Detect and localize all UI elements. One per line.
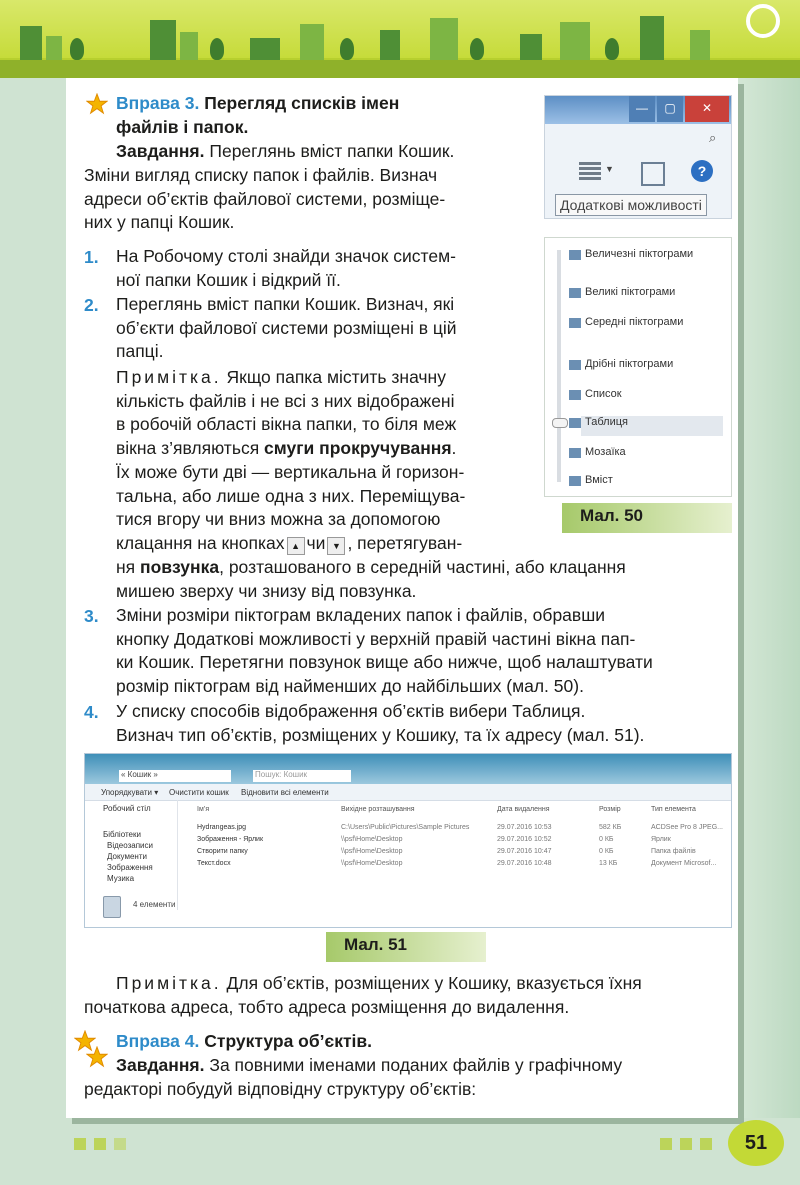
step-number: 3. — [84, 606, 99, 626]
content-icon — [569, 476, 581, 486]
large-icons-icon — [569, 288, 581, 298]
tooltip-more-options: Додаткові можливості — [555, 194, 707, 216]
column-header-size[interactable]: Розмір — [599, 806, 621, 813]
top-decoration-band — [0, 0, 800, 78]
close-icon[interactable]: ✕ — [685, 96, 729, 122]
star-icon — [86, 1046, 108, 1068]
menu-item-list[interactable]: Список — [585, 388, 622, 400]
star-icon — [86, 93, 108, 115]
note2-continuation: початкова адреса, тобто адреса розміщення до видалення. — [84, 997, 570, 1017]
search-input[interactable]: Пошук: Кошик — [253, 770, 351, 782]
medium-icons-icon — [569, 318, 581, 328]
preview-pane-icon[interactable] — [641, 162, 665, 186]
decor-square — [700, 1138, 712, 1150]
exercise3-task-rest: Зміни вигляд списку папок і файлів. Визнач адреси об’єктів файлової системи, розміще- них у папці Кошик. — [84, 165, 446, 233]
sidebar-item-music[interactable]: Музика — [107, 874, 135, 883]
menu-item-tiles[interactable]: Мозаїка — [585, 446, 626, 458]
magnifier-icon — [746, 4, 780, 38]
recycle-bin-icon — [103, 896, 121, 918]
size-slider-thumb[interactable] — [552, 418, 568, 428]
step-3-text: Зміни розміри піктограм вкладених папок і файлів, обравши кнопку Додаткові можливості у верхній правій частині вікна пап- ки Кошик. Перетягни повзунок вище або нижче, щоб налаштувати розмір піктограм від найменших до найбільших (мал. 50). — [116, 605, 653, 697]
table-row[interactable]: Hydrangeas.jpg C:\Users\Public\Pictures\Sample Pictures 29.07.2016 10:53 582 КБ ACDSee Pro 8 JPEG... — [197, 824, 723, 831]
empty-bin-button[interactable]: Очистити кошик — [169, 788, 229, 797]
note1-continuation: ня повзунка, розташованого в середній частині, або клацання мишею зверху чи знизу від повзунка. — [116, 557, 626, 601]
decor-square — [94, 1138, 106, 1150]
exercise4-task-rest: редакторі побудуй відповідну структуру об’єктів: — [84, 1079, 477, 1099]
step-1-text: На Робочому столі знайди значок систем- ної папки Кошик і відкрий її. — [116, 246, 456, 290]
organize-button[interactable]: Упорядкувати ▾ — [101, 788, 159, 797]
exercise3-heading: Вправа 3. Перегляд списків імен файлів і папок. — [116, 93, 400, 137]
decor-square — [660, 1138, 672, 1150]
menu-item-content[interactable]: Вміст — [585, 474, 613, 486]
table-row[interactable]: Зображення - Ярлик \\psf\Home\Desktop 29.07.2016 10:52 0 КБ Ярлик — [197, 836, 671, 843]
chevron-down-icon[interactable]: ▼ — [605, 164, 614, 174]
address-bar[interactable]: « Кошик » — [119, 770, 231, 782]
small-icons-icon — [569, 360, 581, 370]
step-2-text: Переглянь вміст папки Кошик. Визнач, які об’єкти файлової системи розміщені в цій папці. — [116, 294, 457, 362]
scroll-down-button-icon: ▼ — [327, 537, 345, 555]
step-number: 4. — [84, 702, 99, 722]
note1-block: Примітка. Якщо папка містить значну кількість файлів і не всі з них відображені в робочій області вікна папки, то біля меж вікна з’являються смуги прокручування. Їх може бути дві — вертикальна й горизон- тальна, або лише одна з них. Переміщува- тися вгору чи вниз можна за допомогою клацання на кнопках ▲ чи ▼ , перетягуван- — [116, 367, 466, 553]
fig50-window-toolbar — [544, 95, 732, 219]
maximize-icon[interactable]: ▢ — [657, 96, 683, 122]
sidebar-item-documents[interactable]: Документи — [107, 852, 147, 861]
column-header-name[interactable]: Ім’я — [197, 806, 210, 813]
fig50-caption: Мал. 50 — [562, 503, 732, 533]
scroll-up-button-icon: ▲ — [287, 537, 305, 555]
status-text: 4 елементи — [133, 900, 176, 909]
column-header-type[interactable]: Тип елемента — [651, 806, 696, 813]
column-header-date[interactable]: Дата видалення — [497, 806, 550, 813]
sidebar-item-pictures[interactable]: Зображення — [107, 863, 153, 872]
fig51-caption: Мал. 51 — [326, 932, 486, 962]
table-row[interactable]: Текст.docx \\psf\Home\Desktop 29.07.2016 10:48 13 КБ Документ Microsof... — [197, 860, 717, 867]
decor-square — [680, 1138, 692, 1150]
search-icon[interactable]: ⌕ — [709, 130, 717, 145]
step-number: 2. — [84, 295, 99, 315]
minimize-icon[interactable]: — — [629, 96, 655, 122]
left-margin — [0, 78, 64, 1118]
sidebar-item-desktop[interactable]: Робочий стіл — [103, 804, 151, 813]
size-slider-track[interactable] — [557, 250, 561, 482]
menu-item-medium-icons[interactable]: Середні піктограми — [585, 316, 683, 328]
fig50-view-menu — [544, 237, 732, 497]
table-row[interactable]: Створити папку \\psf\Home\Desktop 29.07.2016 10:47 0 КБ Папка файлів — [197, 848, 696, 855]
list-icon — [569, 390, 581, 400]
help-icon[interactable]: ? — [691, 160, 713, 182]
extra-large-icons-icon — [569, 250, 581, 260]
details-icon — [569, 418, 581, 428]
menu-item-small-icons[interactable]: Дрібні піктограми — [585, 358, 673, 370]
tiles-icon — [569, 448, 581, 458]
decor-square — [74, 1138, 86, 1150]
page-number: 51 — [728, 1120, 784, 1166]
fig51-recycle-bin-window — [84, 753, 732, 928]
exercise4-task: Завдання. За повними іменами поданих файлів у графічному — [116, 1055, 623, 1075]
step-4-text: У списку способів відображення об’єктів вибери Таблиця. Визнач тип об’єктів, розміщених у Кошику, та їх адресу (мал. 51). — [116, 701, 645, 745]
decor-square — [114, 1138, 126, 1150]
menu-item-details-selected[interactable]: Таблиця — [581, 416, 723, 436]
column-header-location[interactable]: Вихідне розташування — [341, 806, 415, 813]
exercise4-heading: Вправа 4. Структура об’єктів. — [116, 1031, 373, 1051]
sidebar — [85, 800, 178, 910]
restore-all-button[interactable]: Відновити всі елементи — [241, 788, 329, 797]
sidebar-item-libraries[interactable]: Бібліотеки — [103, 830, 141, 839]
note2-block: Примітка. Для об’єктів, розміщених у Кошику, вказується їхня — [116, 973, 642, 993]
menu-item-large-icons[interactable]: Великі піктограми — [585, 286, 675, 298]
exercise3-task: Завдання. Переглянь вміст папки Кошик. — [116, 141, 455, 161]
menu-item-extra-large-icons[interactable]: Величезні піктограми — [585, 248, 693, 260]
step-number: 1. — [84, 247, 99, 267]
right-margin — [738, 78, 800, 1118]
sidebar-item-videos[interactable]: Відеозаписи — [107, 841, 153, 850]
view-options-icon[interactable] — [579, 162, 601, 182]
